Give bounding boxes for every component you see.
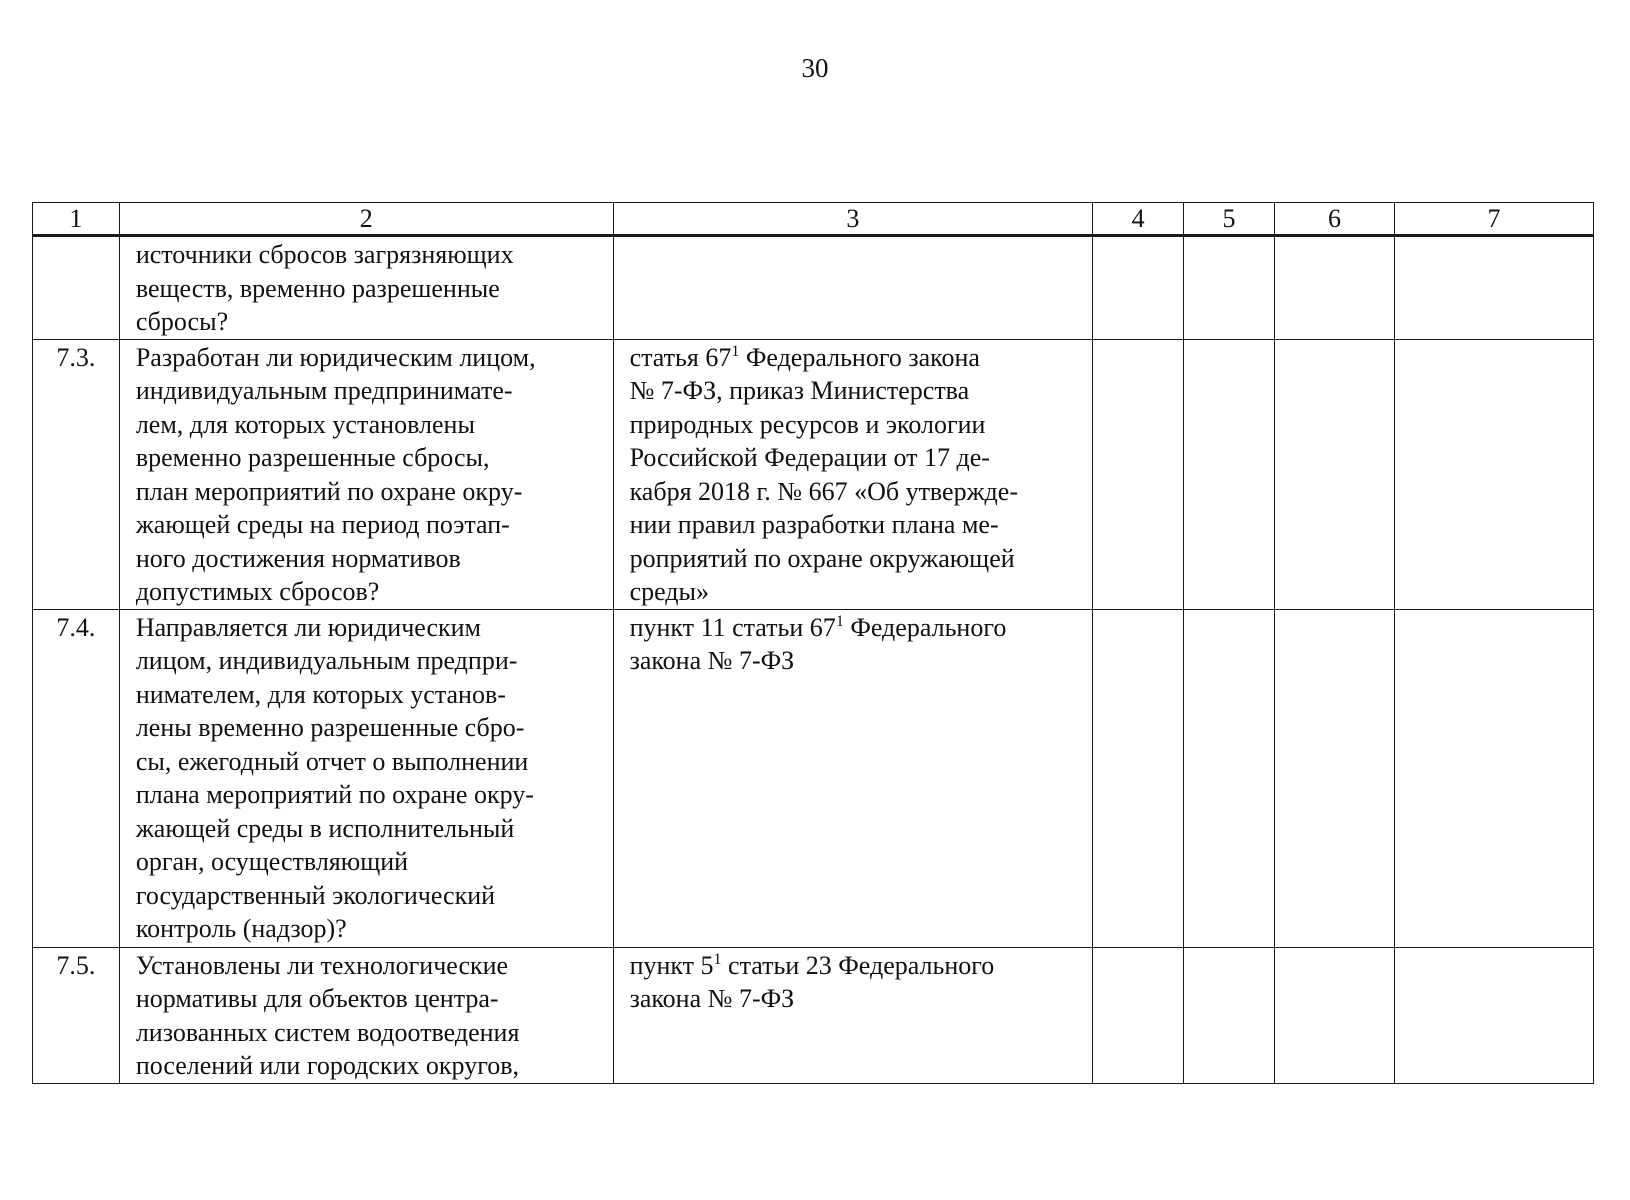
column-6-cell [1274,339,1394,609]
table-row [33,339,1594,609]
column-4-cell [1093,339,1184,609]
question-cell [119,339,613,609]
legal-basis-cell [613,947,1093,1083]
question-cell [119,609,613,947]
checklist-table [32,202,1594,1084]
page-number: 30 [801,53,829,83]
legal-basis-text-end: Федерального закона № 7-ФЗ [629,612,1007,675]
legal-basis-text-start: пункт 5 [629,950,714,980]
question-text: Направляется ли юридическим лицом, индивидуальным предпри- нимателем, для которых установ- лены временно разрешенные сбро- сы, ежегодный отчет о выполнении плана мероприятий по охране окру- жающей среды в исполнительный орган, осуществляющий государственный экологический контроль (надзор)? [135,612,534,943]
question-cell [119,947,613,1083]
legal-basis-text-end: Федерального закона № 7-ФЗ, приказ Министерства природных ресурсов и экологии Российской Федерации от 17 де- кабря 2018 г. № 667 «Об утвержде- нии правил разработки плана ме- роприятий по охране окружающей среды» [629,342,1018,606]
superscript: 1 [713,950,722,968]
question-cell [119,236,613,340]
column-header-1: 1 [33,203,120,236]
column-header-6: 6 [1274,203,1394,236]
column-5-cell [1184,236,1275,340]
table-row [33,609,1594,947]
column-4-cell [1093,609,1184,947]
column-header-3: 3 [613,203,1093,236]
superscript: 1 [731,342,740,360]
legal-basis-cell [613,236,1093,340]
column-6-cell [1274,609,1394,947]
column-7-cell [1395,609,1594,947]
item-number [33,236,120,340]
item-number: 7.3. [33,339,120,609]
column-header-7: 7 [1395,203,1594,236]
legal-basis-cell [613,609,1093,947]
table-header-row [33,203,1594,236]
column-5-cell [1184,339,1275,609]
item-number: 7.4. [33,609,120,947]
question-text: Разработан ли юридическим лицом, индивидуальным предпринимате- лем, для которых установлены временно разрешенные сбросы, план мероприятий по охране окру- жающей среды на период поэтап- ного достижения нормативов допустимых сбросов? [135,342,536,606]
item-number: 7.5. [33,947,120,1083]
superscript: 1 [835,612,844,630]
table-row [33,947,1594,1083]
column-6-cell [1274,947,1394,1083]
legal-basis-text [630,613,1007,676]
legal-basis-text-start: пункт 11 статьи 67 [629,612,836,642]
legal-basis-cell [613,339,1093,609]
column-7-cell [1395,339,1594,609]
column-5-cell [1184,609,1275,947]
table-row [33,236,1594,340]
column-4-cell [1093,236,1184,340]
question-text: Установлены ли технологические нормативы для объектов центра- лизованных систем водоотведения поселений или городских округов, [135,950,520,1080]
column-header-5: 5 [1184,203,1275,236]
legal-basis-text [630,951,995,1014]
column-6-cell [1274,236,1394,340]
legal-basis-text [630,343,1018,607]
legal-basis-text-start: статья 67 [629,342,732,372]
column-4-cell [1093,947,1184,1083]
column-5-cell [1184,947,1275,1083]
column-header-2: 2 [119,203,613,236]
question-text: источники сбросов загрязняющих веществ, временно разрешенные сбросы? [135,240,514,336]
column-7-cell [1395,236,1594,340]
column-header-4: 4 [1093,203,1184,236]
legal-basis-text-end: статьи 23 Федерального закона № 7-ФЗ [629,950,995,1013]
column-7-cell [1395,947,1594,1083]
